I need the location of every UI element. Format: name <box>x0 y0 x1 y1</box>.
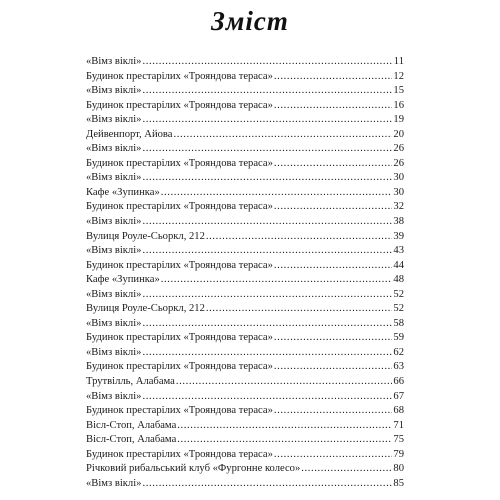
toc-entry-title: «Вімз вiклi» <box>86 172 142 184</box>
toc-dot-leader <box>177 419 392 434</box>
toc-dot-leader <box>142 346 392 361</box>
toc-dot-leader <box>274 157 393 172</box>
toc-entry <box>86 462 404 477</box>
toc-entry-page-number: 79 <box>393 448 404 460</box>
toc-dot-leader <box>173 128 392 143</box>
toc-entry-title: Вісл-Стоп, Алабама <box>86 434 177 446</box>
toc-entry-title: «Вімз вiклi» <box>86 245 142 257</box>
toc-entry <box>86 331 404 346</box>
toc-entry-title: Трутвілль, Алабама <box>86 376 175 388</box>
toc-dot-leader <box>274 360 393 375</box>
toc-entry <box>86 433 404 448</box>
toc-entry-page-number: 30 <box>393 186 404 198</box>
toc-entry-page-number: 20 <box>393 128 404 140</box>
toc-entry-page-number: 80 <box>393 463 404 475</box>
toc-entry <box>86 84 404 99</box>
toc-entry <box>86 448 404 463</box>
toc-entry <box>86 288 404 303</box>
toc-entry-title: «Вімз вiклi» <box>86 317 142 329</box>
toc-entry-title: Річковий рибальський клуб «Фургонне колесо» <box>86 463 301 475</box>
toc-dot-leader <box>206 230 393 245</box>
toc-entry-page-number: 59 <box>393 332 404 344</box>
toc-entry <box>86 142 404 157</box>
toc-dot-leader <box>142 288 392 303</box>
toc-dot-leader <box>206 302 393 317</box>
toc-dot-leader <box>142 477 392 492</box>
toc-entry <box>86 273 404 288</box>
toc-entry-page-number: 38 <box>393 216 404 228</box>
toc-entry <box>86 375 404 390</box>
toc-entry <box>86 302 404 317</box>
toc-entry-page-number: 16 <box>393 99 404 111</box>
toc-entry-page-number: 62 <box>393 346 404 358</box>
toc-entry-title: Будинок престарілих «Трояндова тераса» <box>86 405 273 417</box>
toc-entry <box>86 360 404 375</box>
toc-entry-title: Будинок престарілих «Трояндова тераса» <box>86 361 273 373</box>
toc-entry-title: «Вімз вiклi» <box>86 143 142 155</box>
toc-entry-page-number: 58 <box>393 317 404 329</box>
toc-entry-page-number: 67 <box>393 390 404 402</box>
toc-dot-leader <box>142 171 392 186</box>
toc-entry-page-number: 63 <box>393 361 404 373</box>
toc-entry-title: Вісл-Стоп, Алабама <box>86 419 177 431</box>
toc-dot-leader <box>301 462 392 477</box>
toc-entry-title: «Вімз вiклi» <box>86 114 142 126</box>
toc-dot-leader <box>274 70 393 85</box>
toc-dot-leader <box>142 84 392 99</box>
page-title: Зміст <box>211 6 289 36</box>
toc-entry-title: «Вімз вiклi» <box>86 346 142 358</box>
toc-entry-page-number: 68 <box>393 405 404 417</box>
toc-dot-leader <box>177 433 392 448</box>
toc-entry <box>86 477 404 492</box>
toc-entry-title: Будинок престарілих «Трояндова тераса» <box>86 332 273 344</box>
toc-entry <box>86 259 404 274</box>
toc-entry-page-number: 12 <box>393 70 404 82</box>
toc-entry-page-number: 39 <box>393 230 404 242</box>
toc-entry-page-number: 44 <box>393 259 404 271</box>
toc-entry-title: «Вімз вiклi» <box>86 85 142 97</box>
toc-entry-title: Будинок престарілих «Трояндова тераса» <box>86 99 273 111</box>
toc-entry-title: Вулиця Роуле-Сьоркл, 212 <box>86 230 205 242</box>
toc-entry-page-number: 48 <box>393 274 404 286</box>
toc-entry <box>86 419 404 434</box>
toc-entry-page-number: 75 <box>393 434 404 446</box>
toc-entry <box>86 390 404 405</box>
toc-entry-title: Кафе «Зупинка» <box>86 186 160 198</box>
toc-entry <box>86 113 404 128</box>
toc-entry-page-number: 66 <box>393 376 404 388</box>
toc-entry-page-number: 26 <box>393 157 404 169</box>
toc-dot-leader <box>274 448 393 463</box>
toc-entry <box>86 128 404 143</box>
toc-entry-title: Будинок престарілих «Трояндова тераса» <box>86 201 273 213</box>
toc-entry <box>86 230 404 245</box>
toc-dot-leader <box>142 113 392 128</box>
toc-dot-leader <box>142 55 392 70</box>
toc-entry <box>86 157 404 172</box>
toc-dot-leader <box>274 331 393 346</box>
toc-entry <box>86 346 404 361</box>
toc-entry-page-number: 85 <box>393 477 404 489</box>
toc-entry-page-number: 26 <box>393 143 404 155</box>
toc-entry <box>86 244 404 259</box>
toc-entry <box>86 171 404 186</box>
toc-entry-title: «Вімз вiклi» <box>86 477 142 489</box>
toc-entry-title: Кафе «Зупинка» <box>86 274 160 286</box>
toc-entry-title: «Вімз вiклi» <box>86 216 142 228</box>
toc-entry-title: Вулиця Роуле-Сьоркл, 212 <box>86 303 205 315</box>
toc-entry-title: «Вімз вiклi» <box>86 56 142 67</box>
toc-entry-page-number: 52 <box>393 303 404 315</box>
toc-entry <box>86 200 404 215</box>
toc-entry-title: Будинок престарілих «Трояндова тераса» <box>86 448 273 460</box>
toc-entry-title: «Вімз вiклi» <box>86 390 142 402</box>
toc-entry-page-number: 15 <box>393 85 404 97</box>
toc-entry <box>86 404 404 419</box>
toc-entry <box>86 317 404 332</box>
toc-dot-leader <box>142 317 392 332</box>
toc-dot-leader <box>142 390 392 405</box>
toc-dot-leader <box>161 273 393 288</box>
toc-entry <box>86 70 404 85</box>
toc-entry-page-number: 11 <box>393 56 404 67</box>
toc-dot-leader <box>142 244 392 259</box>
toc-entry <box>86 215 404 230</box>
toc-entry-page-number: 32 <box>393 201 404 213</box>
toc-entry <box>86 55 404 70</box>
toc-entry-title: «Вімз вiклi» <box>86 288 142 300</box>
toc-entry-title: Будинок престарілих «Трояндова тераса» <box>86 157 273 169</box>
toc-dot-leader <box>274 200 393 215</box>
toc-dot-leader <box>161 186 393 201</box>
toc-entry <box>86 99 404 114</box>
toc-entry-page-number: 43 <box>393 245 404 257</box>
table-of-contents <box>86 55 404 491</box>
toc-entry-page-number: 30 <box>393 172 404 184</box>
toc-entry-page-number: 71 <box>393 419 404 431</box>
toc-entry-title: Будинок престарілих «Трояндова тераса» <box>86 259 273 271</box>
toc-entry-title: Дейвенпорт, Айова <box>86 128 173 140</box>
toc-entry-page-number: 19 <box>393 114 404 126</box>
toc-dot-leader <box>274 99 393 114</box>
toc-dot-leader <box>274 259 393 274</box>
toc-entry-title: Будинок престарілих «Трояндова тераса» <box>86 70 273 82</box>
toc-entry <box>86 186 404 201</box>
toc-entry-page-number: 52 <box>393 288 404 300</box>
toc-dot-leader <box>142 215 392 230</box>
toc-dot-leader <box>274 404 393 419</box>
toc-dot-leader <box>176 375 393 390</box>
toc-dot-leader <box>142 142 392 157</box>
